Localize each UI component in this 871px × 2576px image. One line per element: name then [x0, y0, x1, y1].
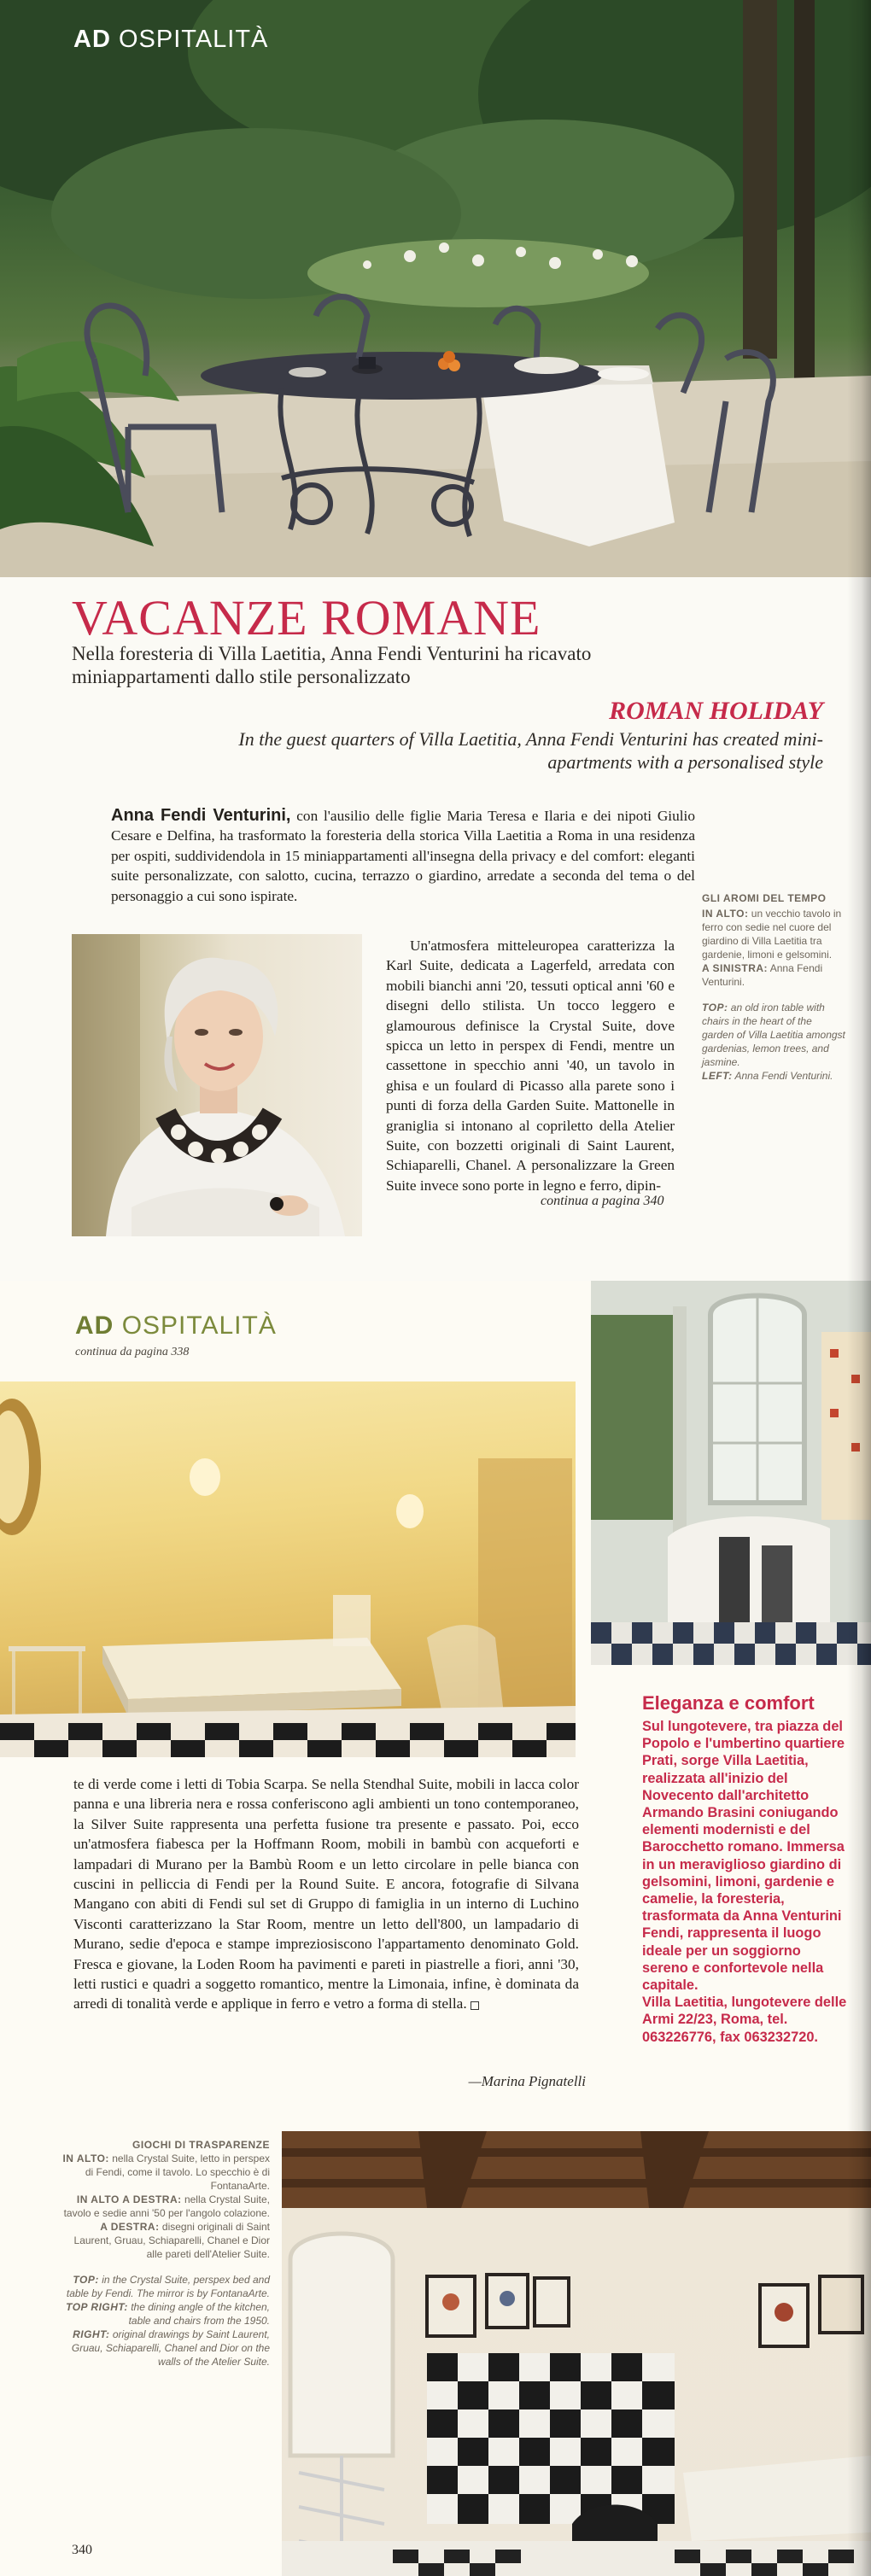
section-label	[73, 26, 268, 54]
anna-fendi-portrait	[72, 934, 362, 1236]
caption-top-english: TOP: an old iron table with chairs in the heart of the garden of Villa Laetitia amongst gardenias, lemon trees, and jasmine.	[702, 1002, 845, 1068]
section-label-page-340	[75, 1311, 277, 1341]
caption-top-right-english: TOP RIGHT: the dining angle of the kitchen, table and chairs from the 1950.	[66, 2301, 270, 2327]
caption-heading: GLI AROMI DEL TEMPO	[702, 892, 827, 904]
article-title: VACANZE ROMANE	[72, 590, 541, 645]
kitchen-dining-photo	[591, 1281, 871, 1665]
page-spine-shadow	[847, 1281, 871, 2576]
continued-from-note: continua da pagina 338	[75, 1346, 190, 1358]
body-paragraph-text: te di verde come i letti di Tobia Scarpa. Se nella Stendhal Suite, mobili in lacca color panna e una libreria nera e rossa conferiscono agli ambienti un tono contemporaneo, la Silver Suite rappresenta una perfetta fusione tra presente e passato. Poi, ecco un'atmosfera fiabesca per la Hoffmann Room, mobili in bambù con acqueforti e lampadari di Murano per la Bambù Room e un letto circolare in pelle bianca con cuscini in pelliccia di Fendi per la Round Suite. E ancora, fotografie di Silvana Mangano con abiti di Fendi sul set di Gruppo di famiglia in un interno di Luchino Visconti caratterizzano la Star Room, mentre un letto dell'800, un lampadario di Murano, sedie d'epoca e stampe impreziosiscono l'appartamento denominato Gold. Fresca e giovane, la Loden Room ha pavimenti e pareti in piastrelle a fiori, anni '30, letti rustici e quadri a soggetto romantico, mentre la Limonaia, infine, è dominata da arredi di tonalità verde e applique in ferro e vetro a forma di stella.	[73, 1776, 579, 2012]
caption-page-340	[61, 2138, 270, 2369]
ad-logo: AD	[73, 26, 111, 53]
caption-top-right: IN ALTO A DESTRA: nella Crystal Suite, tavolo e sedie anni '50 per l'angolo colazione.	[63, 2193, 270, 2219]
article-title-english: ROMAN HOLIDAY	[609, 697, 823, 725]
sidebar-text: Sul lungotevere, tra piazza del Popolo e l'umbertino quartiere Prati, sorge Villa Laetitia, realizzata all'inizio del Novecento dall'architetto Armando Brasini coniugando elementi modernisti e del Barocchetto romano. Immersa in un meraviglioso giardino di gelsomini, limoni, gardenie e camelie, la foresteria, trasformata da Anna Venturini Fendi, rappresenta il luogo ideale per un soggiorno sereno e confortevole nella capitale.	[642, 1719, 845, 1994]
body-paragraph-page-338: Un'atmosfera mitteleuropea caratterizza la Karl Suite, dedicata a Lagerfeld, arredata con mobili bianchi anni '20, tessuti optical anni '60 e disegni dello stilista. Un tocco leggero e glamourous definisce la Crystal Suite, dove spicca un letto in perspex di Fendi, mentre un cassettone in specchio anni '40, un tavolo in ghisa e un foulard di Picasso alla parete sono i punti di forza della Garden Suite. Mattonelle in graniglia si intonano al copriletto della Atelier Suite, con bozzetti originali di Saint Laurent, Schiaparelli, Chanel. A personalizzare la Green Suite invece sono porte in legno e ferro, dipin-	[386, 938, 675, 1194]
article-subtitle-english: In the guest quarters of Villa Laetitia, Anna Fendi Venturini has created mini-apartments with a personalised style	[238, 728, 823, 773]
atelier-illustration	[282, 2131, 871, 2576]
intro-text: con l'ausilio delle figlie Maria Teresa e Ilaria e dei nipoti Giulio Cesare e Delfina, ha trasformato la foresteria della storica Villa Laetitia a Roma in una residenza per ospiti, suddividendola in 15 miniappartamenti all'insegna della privacy e del comfort: eleganti suite personalizzate, con salotto, cucina, terrazzo o giardino, arredate a seconda del tema o del personaggio a cui sono ispirate.	[111, 808, 695, 904]
section-name: OSPITALITÀ	[121, 1311, 277, 1340]
page-338	[0, 0, 871, 1281]
page-spine-shadow	[847, 0, 871, 1281]
garden-illustration	[0, 0, 871, 577]
sidebar-title: Eleganza e comfort	[642, 1692, 815, 1714]
portrait-illustration	[72, 934, 362, 1236]
ad-logo: AD	[75, 1311, 114, 1340]
section-name: OSPITALITÀ	[118, 26, 269, 53]
crystal-suite-bedroom-photo	[0, 1381, 576, 1757]
bedroom-illustration	[0, 1381, 576, 1757]
sidebar-box	[642, 1718, 851, 2046]
caption-left: A SINISTRA: Anna Fendi Venturini.	[702, 962, 823, 988]
author-signature: —Marina Pignatelli	[468, 2073, 586, 2089]
page-340	[0, 1281, 871, 2576]
end-mark	[471, 2001, 479, 2010]
caption-right: A DESTRA: disegni originali di Saint Laurent, Gruau, Schiaparelli, Chanel e Dior alle pareti dell'Atelier Suite.	[73, 2221, 270, 2260]
sidebar-address: Villa Laetitia, lungotevere delle Armi 22/23, Roma, tel. 063226776, fax 063232720.	[642, 1995, 847, 2045]
caption-right-english: RIGHT: original drawings by Saint Laurent, Gruau, Schiaparelli, Chanel and Dior on the walls of the Atelier Suite.	[71, 2328, 270, 2368]
garden-table-photo	[0, 0, 871, 577]
article-subtitle-italian: Nella foresteria di Villa Laetitia, Anna Fendi Venturini ha ricavato miniappartamenti dallo stile personalizzato	[72, 643, 592, 687]
caption-top-english: TOP: in the Crystal Suite, perspex bed and table by Fendi. The mirror is by FontanaArte.	[66, 2274, 270, 2299]
caption-top: IN ALTO: un vecchio tavolo in ferro con sedie nel cuore del giardino di Villa Laetitia tra gardenie, limoni e gelsomini.	[702, 908, 842, 961]
intro-paragraph	[111, 806, 695, 906]
caption-left-english: LEFT: Anna Fendi Venturini.	[702, 1070, 833, 1082]
continue-note: continua a pagina 340	[541, 1194, 664, 1208]
body-paragraph-page-340	[73, 1774, 579, 2014]
page-number: 340	[72, 2543, 92, 2557]
kitchen-illustration	[591, 1281, 871, 1665]
intro-name: Anna Fendi Venturini,	[111, 806, 291, 825]
caption-top: IN ALTO: nella Crystal Suite, letto in perspex di Fendi, come il tavolo. Lo specchio è di FontanaArte.	[62, 2153, 270, 2192]
caption-heading: GIOCHI DI TRASPARENZE	[132, 2139, 270, 2151]
atelier-suite-photo	[282, 2131, 871, 2576]
caption-page-338	[702, 891, 845, 1083]
